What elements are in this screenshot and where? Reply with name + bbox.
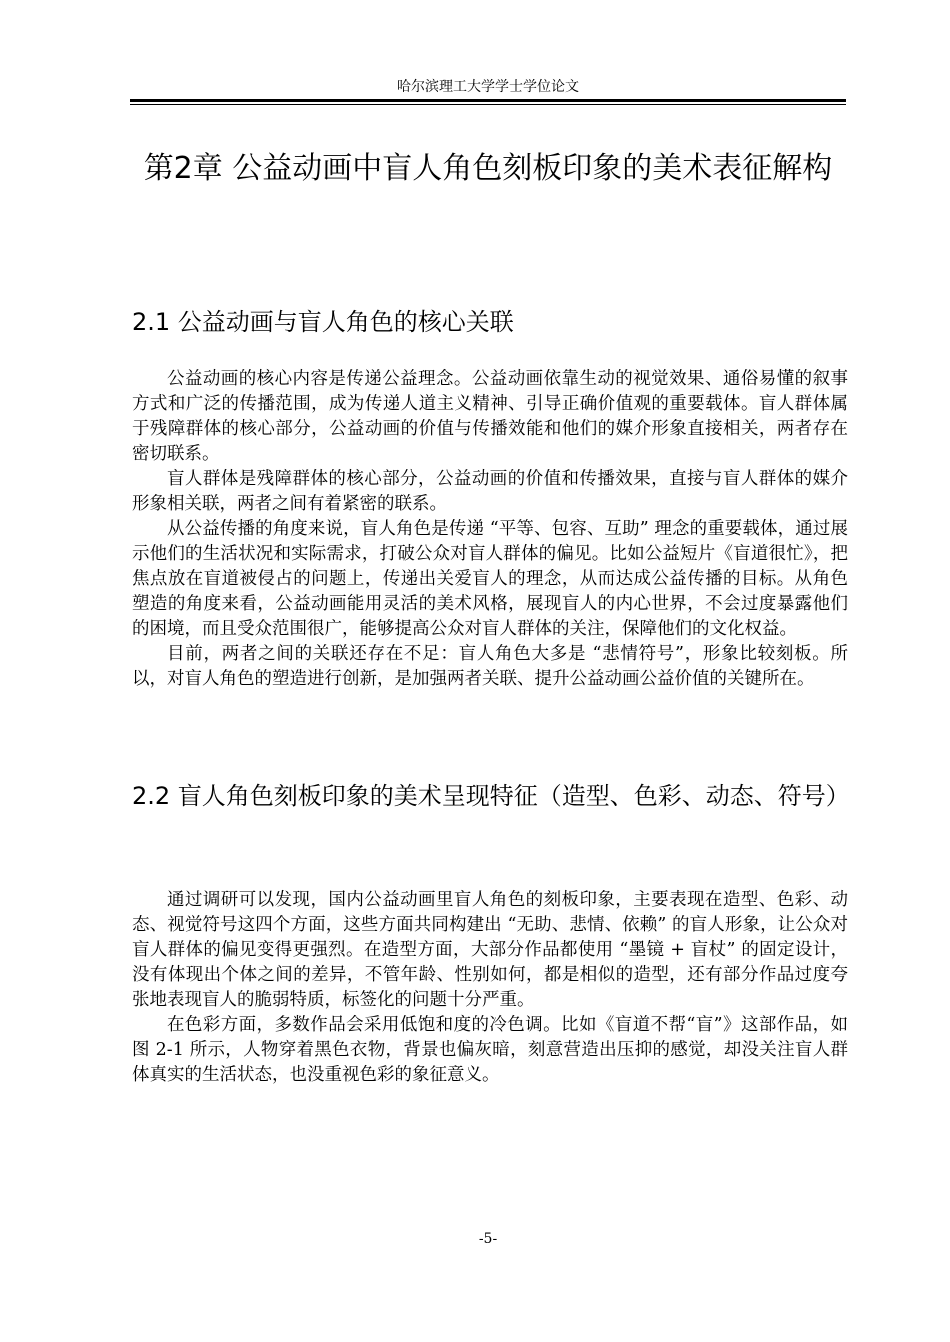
header-rule-thin [130, 104, 846, 105]
section-heading-2-2: 2.2 盲人角色刻板印象的美术呈现特征（造型、色彩、动态、符号） [132, 782, 850, 810]
header-title: 哈尔滨理工大学学士学位论文 [397, 79, 579, 95]
chapter-title: 第2章 公益动画中盲人角色刻板印象的美术表征解构 [143, 151, 833, 186]
paragraph: 通过调研可以发现，国内公益动画里盲人角色的刻板印象，主要表现在造型、色彩、动态、视觉符号这四个方面，这些方面共同构建出 “无助、悲情、依赖” 的盲人形象，让公众对盲人群体的偏见变得更强烈。在造型方面，大部分作品都使用 “墨镜 + 盲杖” 的固定设计，没有体现出个体之间的差异，不管年龄、性别如何，都是相似的造型，还有部分作品过度夸张地表现盲人的脆弱特质，标签化的问题十分严重。 [132, 890, 848, 1010]
section-2-2-body [132, 888, 848, 1088]
paragraph: 在色彩方面，多数作品会采用低饱和度的冷色调。比如《盲道不帮“盲”》这部作品，如图 2-1 所示，人物穿着黑色衣物，背景也偏灰暗，刻意营造出压抑的感觉，却没关注盲人群体真实的生活状态，也没重视色彩的象征意义。 [132, 1015, 848, 1085]
paragraph: 公益动画的核心内容是传递公益理念。公益动画依靠生动的视觉效果、通俗易懂的叙事方式和广泛的传播范围，成为传递人道主义精神、引导正确价值观的重要载体。盲人群体属于残障群体的核心部分，公益动画的价值与传播效能和他们的媒介形象直接相关，两者存在密切联系。 [132, 369, 848, 464]
page-number: -5- [478, 1231, 498, 1247]
paragraph: 盲人群体是残障群体的核心部分，公益动画的价值和传播效果，直接与盲人群体的媒介形象相关联，两者之间有着紧密的联系。 [132, 469, 848, 514]
header-rule-thick [130, 99, 846, 102]
paragraph: 从公益传播的角度来说，盲人角色是传递 “平等、包容、互助” 理念的重要载体，通过展示他们的生活状况和实际需求，打破公众对盲人群体的偏见。比如公益短片《盲道很忙》，把焦点放在盲道被侵占的问题上，传递出关爱盲人的理念，从而达成公益传播的目标。从角色塑造的角度来看，公益动画能用灵活的美术风格，展现盲人的内心世界，不会过度暴露他们的困境，而且受众范围很广，能够提高公众对盲人群体的关注，保障他们的文化权益。 [132, 519, 848, 639]
paragraph: 目前，两者之间的关联还存在不足：盲人角色大多是 “悲情符号”，形象比较刻板。所以，对盲人角色的塑造进行创新，是加强两者关联、提升公益动画公益价值的关键所在。 [132, 644, 848, 689]
section-heading-2-1: 2.1 公益动画与盲人角色的核心关联 [132, 308, 514, 336]
section-2-1-body [132, 367, 848, 692]
